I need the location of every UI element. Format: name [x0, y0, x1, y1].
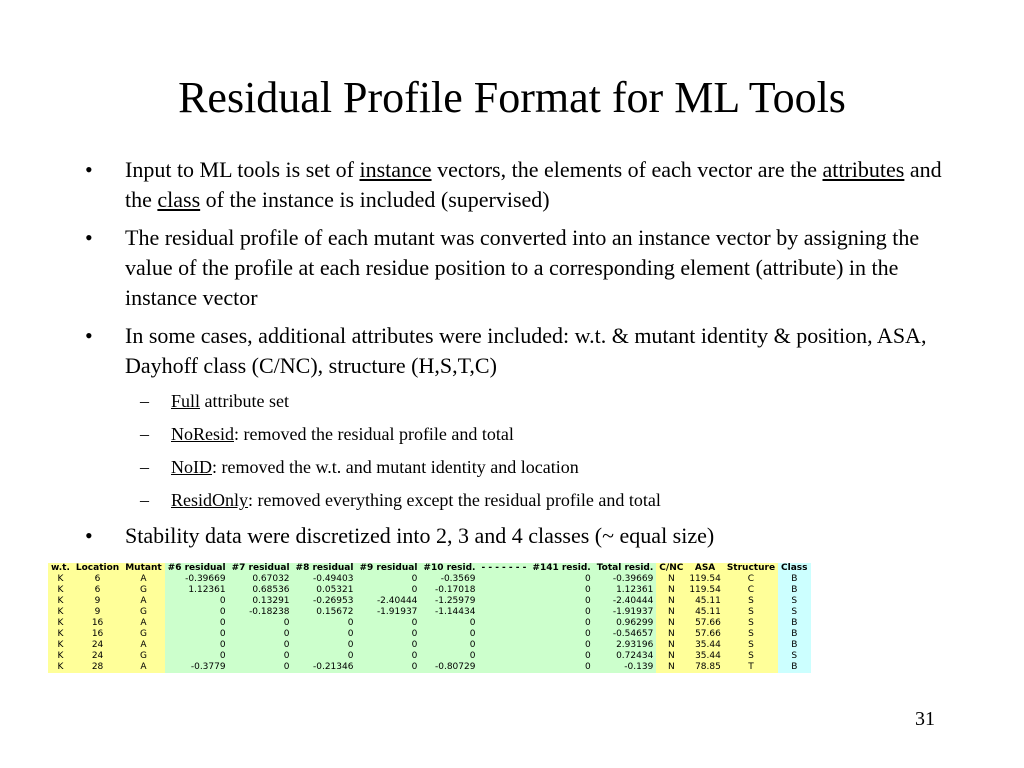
table-cell: 0 — [529, 629, 593, 640]
table-cell — [478, 585, 529, 596]
table-cell: 35.44 — [686, 640, 724, 651]
sub-item-text: attribute set — [200, 391, 289, 411]
table-cell: K — [48, 629, 73, 640]
table-cell: 0 — [165, 640, 229, 651]
table-cell: N — [656, 596, 686, 607]
table-row — [48, 574, 811, 585]
bullet-text: In some cases, additional attributes were included: w.t. & mutant identity & position, ASA, Dayhoff class (C/NC), structure (H,S,T,C) — [125, 323, 927, 378]
table-cell: 0 — [165, 596, 229, 607]
table-cell: N — [656, 640, 686, 651]
table-cell: 0 — [165, 629, 229, 640]
table-cell: K — [48, 607, 73, 618]
table-cell: 45.11 — [686, 607, 724, 618]
table-cell: 16 — [73, 629, 122, 640]
table-row — [48, 618, 811, 629]
table-cell: 2.93196 — [594, 640, 657, 651]
column-header: #6 residual — [165, 563, 229, 574]
table-cell: 0 — [420, 640, 478, 651]
table-cell: 9 — [73, 596, 122, 607]
table-cell — [478, 607, 529, 618]
table-cell: 0 — [293, 618, 357, 629]
table-cell: 0 — [420, 629, 478, 640]
residual-profile-table — [48, 563, 811, 673]
table-row — [48, 585, 811, 596]
table-cell: -1.91937 — [356, 607, 420, 618]
table-cell: C — [724, 574, 778, 585]
bullet-list — [85, 155, 945, 559]
table-row — [48, 640, 811, 651]
sub-marker: – — [140, 457, 149, 477]
bullet-item — [85, 223, 945, 313]
table-cell: -0.3779 — [165, 662, 229, 673]
table-cell: -0.17018 — [420, 585, 478, 596]
table-cell: B — [778, 662, 810, 673]
column-header: #10 resid. — [420, 563, 478, 574]
sub-marker: – — [140, 424, 149, 444]
table-cell: 0 — [529, 585, 593, 596]
table-cell: K — [48, 574, 73, 585]
table-row — [48, 651, 811, 662]
table-cell: T — [724, 662, 778, 673]
table-cell: S — [778, 607, 810, 618]
table-row — [48, 607, 811, 618]
table-cell — [478, 662, 529, 673]
table-cell: 45.11 — [686, 596, 724, 607]
table-body — [48, 574, 811, 673]
table-cell: K — [48, 596, 73, 607]
sub-marker: – — [140, 490, 149, 510]
table-cell: 6 — [73, 585, 122, 596]
table-cell: 0 — [529, 651, 593, 662]
table-cell: C — [724, 585, 778, 596]
column-header: #8 residual — [293, 563, 357, 574]
bullet-text: and the — [125, 157, 942, 212]
table-cell: N — [656, 629, 686, 640]
table-cell: S — [724, 596, 778, 607]
table-cell: -0.39669 — [594, 574, 657, 585]
table-cell: 6 — [73, 574, 122, 585]
table-cell: 0 — [165, 651, 229, 662]
term-attributes: attributes — [822, 157, 905, 182]
table-cell: 0 — [529, 607, 593, 618]
column-header: w.t. — [48, 563, 73, 574]
table-cell: S — [724, 629, 778, 640]
table-cell: 0 — [293, 640, 357, 651]
table-cell: -0.49403 — [293, 574, 357, 585]
table-cell: 0 — [229, 651, 293, 662]
bullet-marker: • — [85, 225, 93, 250]
table-cell: 78.85 — [686, 662, 724, 673]
table-cell — [478, 640, 529, 651]
table-cell — [478, 651, 529, 662]
table-cell: A — [122, 618, 164, 629]
table-cell: 0 — [356, 629, 420, 640]
table-cell: 28 — [73, 662, 122, 673]
table-cell: S — [724, 618, 778, 629]
column-header: ASA — [686, 563, 724, 574]
table-cell: 0.68536 — [229, 585, 293, 596]
table-cell: 119.54 — [686, 585, 724, 596]
table-cell: 57.66 — [686, 618, 724, 629]
sub-item-text: : removed the w.t. and mutant identity and location — [212, 457, 579, 477]
table-cell: K — [48, 640, 73, 651]
table-cell: B — [778, 618, 810, 629]
table-cell: 0 — [229, 629, 293, 640]
table-cell: K — [48, 618, 73, 629]
table-cell: -2.40444 — [356, 596, 420, 607]
column-header: Location — [73, 563, 122, 574]
table-cell: G — [122, 629, 164, 640]
bullet-text: The residual profile of each mutant was converted into an instance vector by assigning the value of the profile at each residue position to a corresponding element (attribute) in the instance vector — [125, 225, 920, 310]
column-header: C/NC — [656, 563, 686, 574]
bullet-marker: • — [85, 323, 93, 348]
sub-item-name: NoID — [171, 457, 212, 477]
table-cell: 0 — [293, 651, 357, 662]
table-cell: 119.54 — [686, 574, 724, 585]
table-cell: G — [122, 585, 164, 596]
table-cell: 0 — [356, 585, 420, 596]
term-class: class — [157, 187, 201, 212]
table-cell: 16 — [73, 618, 122, 629]
bullet-text: Stability data were discretized into 2, 3 and 4 classes (~ equal size) — [125, 523, 715, 548]
table-cell: 1.12361 — [594, 585, 657, 596]
table-cell: G — [122, 607, 164, 618]
table-cell: S — [724, 640, 778, 651]
table-cell: S — [778, 596, 810, 607]
bullet-text: vectors, the elements of each vector are the — [431, 157, 823, 182]
table-cell: 0 — [420, 618, 478, 629]
residual-profile-table-container — [48, 563, 811, 673]
table-cell: N — [656, 618, 686, 629]
table-cell: 0 — [529, 662, 593, 673]
sub-item-name: NoResid — [171, 424, 234, 444]
table-cell: 0 — [529, 574, 593, 585]
table-cell: 0 — [529, 640, 593, 651]
table-cell: 0 — [356, 574, 420, 585]
table-cell: 0 — [229, 618, 293, 629]
bullet-item — [85, 155, 945, 215]
table-cell: -0.26953 — [293, 596, 357, 607]
table-cell: A — [122, 574, 164, 585]
table-cell: 0 — [229, 640, 293, 651]
slide-title: Residual Profile Format for ML Tools — [178, 73, 846, 122]
table-cell: 35.44 — [686, 651, 724, 662]
column-header: - - - - - - - — [478, 563, 529, 574]
table-cell: N — [656, 574, 686, 585]
term-instance: instance — [359, 157, 432, 182]
table-cell: -2.40444 — [594, 596, 657, 607]
table-cell: -1.14434 — [420, 607, 478, 618]
table-cell: -0.21346 — [293, 662, 357, 673]
table-cell: 0 — [356, 651, 420, 662]
bullet-item — [85, 321, 945, 381]
table-cell: -0.80729 — [420, 662, 478, 673]
bullet-marker: • — [85, 157, 93, 182]
column-header: #9 residual — [356, 563, 420, 574]
table-cell — [478, 618, 529, 629]
table-cell: -0.54657 — [594, 629, 657, 640]
table-cell: 0.72434 — [594, 651, 657, 662]
table-row — [48, 596, 811, 607]
column-header: #7 residual — [229, 563, 293, 574]
table-cell — [478, 596, 529, 607]
sub-marker: – — [140, 391, 149, 411]
table-cell: A — [122, 662, 164, 673]
table-cell: 0 — [293, 629, 357, 640]
table-cell: 0 — [356, 662, 420, 673]
sub-item — [85, 422, 945, 446]
table-cell: 24 — [73, 651, 122, 662]
sub-item — [85, 389, 945, 413]
table-cell: 0 — [529, 618, 593, 629]
table-header-row — [48, 563, 811, 574]
table-cell: B — [778, 585, 810, 596]
table-cell: 1.12361 — [165, 585, 229, 596]
table-cell: 0.15672 — [293, 607, 357, 618]
sub-item-text: : removed everything except the residual profile and total — [248, 490, 661, 510]
bullet-item — [85, 521, 945, 551]
table-cell: G — [122, 651, 164, 662]
bullet-text: of the instance is included (supervised) — [200, 187, 550, 212]
page-number: 31 — [915, 708, 935, 730]
sub-item — [85, 455, 945, 479]
table-cell: 57.66 — [686, 629, 724, 640]
table-cell: K — [48, 585, 73, 596]
table-cell — [478, 574, 529, 585]
table-cell: S — [778, 651, 810, 662]
sub-item — [85, 488, 945, 512]
table-row — [48, 662, 811, 673]
table-cell: -1.91937 — [594, 607, 657, 618]
table-cell: A — [122, 596, 164, 607]
table-cell: 9 — [73, 607, 122, 618]
table-cell: 0.96299 — [594, 618, 657, 629]
table-row — [48, 629, 811, 640]
table-cell: 0 — [356, 640, 420, 651]
table-cell: 0 — [356, 618, 420, 629]
table-cell: 0.13291 — [229, 596, 293, 607]
sub-item-name: ResidOnly — [171, 490, 249, 510]
bullet-marker: • — [85, 523, 93, 548]
table-cell: N — [656, 607, 686, 618]
table-cell: 0.05321 — [293, 585, 357, 596]
table-cell: N — [656, 585, 686, 596]
table-cell: K — [48, 662, 73, 673]
sub-item-text: : removed the residual profile and total — [234, 424, 514, 444]
table-cell: N — [656, 651, 686, 662]
column-header: Structure — [724, 563, 778, 574]
column-header: #141 resid. — [529, 563, 593, 574]
table-cell: B — [778, 574, 810, 585]
table-cell: 0 — [165, 607, 229, 618]
column-header: Mutant — [122, 563, 164, 574]
table-cell: -0.18238 — [229, 607, 293, 618]
bullet-text: Input to ML tools is set of — [125, 157, 360, 182]
table-cell: 0 — [420, 651, 478, 662]
table-cell: -0.139 — [594, 662, 657, 673]
table-cell: S — [724, 607, 778, 618]
column-header: Class — [778, 563, 810, 574]
table-cell — [478, 629, 529, 640]
table-cell: -0.3569 — [420, 574, 478, 585]
table-cell: N — [656, 662, 686, 673]
table-cell: B — [778, 629, 810, 640]
table-cell: B — [778, 640, 810, 651]
table-cell: 0 — [165, 618, 229, 629]
table-cell: 24 — [73, 640, 122, 651]
column-header: Total resid. — [594, 563, 657, 574]
table-cell: 0 — [529, 596, 593, 607]
table-cell: -1.25979 — [420, 596, 478, 607]
sub-item-name: Full — [171, 391, 201, 411]
table-cell: A — [122, 640, 164, 651]
table-cell: S — [724, 651, 778, 662]
table-cell: 0.67032 — [229, 574, 293, 585]
table-cell: 0 — [229, 662, 293, 673]
table-cell: -0.39669 — [165, 574, 229, 585]
table-cell: K — [48, 651, 73, 662]
